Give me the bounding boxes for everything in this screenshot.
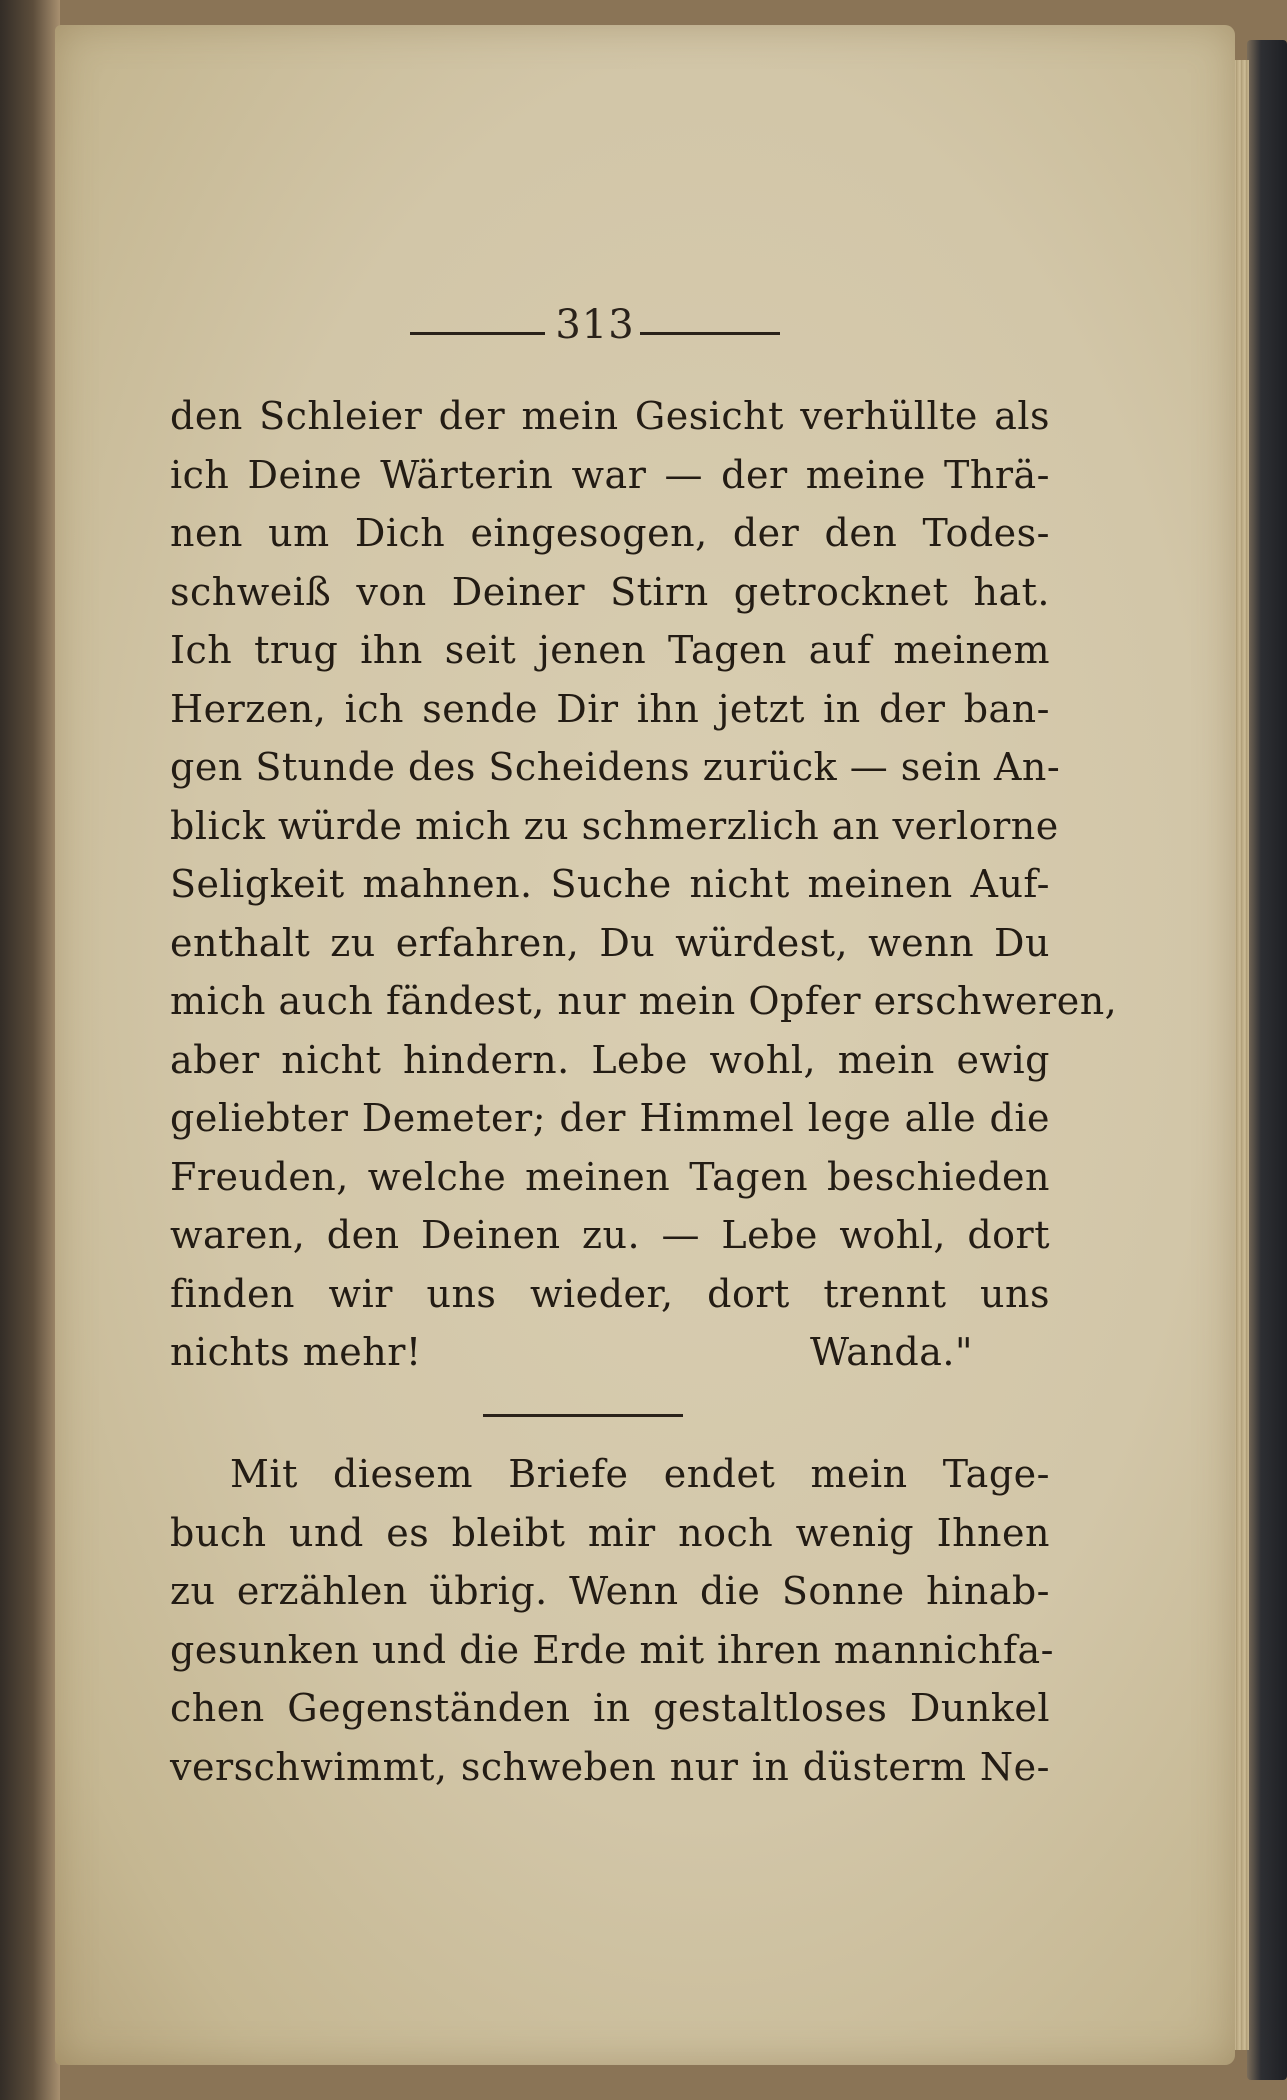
text-line: chen Gegenständen in gestaltloses Dunkel [170, 1686, 1050, 1730]
section-divider [483, 1414, 683, 1417]
text-line: nen um Dich eingesogen, der den Todes- [170, 511, 1050, 555]
book-spine [0, 0, 60, 2100]
text-line: buch und es bleibt mir noch wenig Ihnen [170, 1510, 1050, 1555]
text-line: Seligkeit mahnen. Suche nicht meinen Auf- [170, 862, 1050, 906]
closing-text: nichts mehr! [170, 1330, 422, 1374]
text-line: Mit diesem Briefe endet mein Tage- [230, 1452, 1050, 1496]
text-line: zu erzählen übrig. Wenn die Sonne hinab- [170, 1569, 1050, 1613]
book-cover-edge [1247, 40, 1287, 2080]
text-line: schweiß von Deiner Stirn getrocknet hat. [170, 569, 1050, 614]
letter-signature: Wanda." [810, 1330, 973, 1374]
page-header [55, 300, 1235, 360]
letter-text [170, 387, 1118, 1382]
text-line: Ich trug ihn seit jenen Tagen auf meinem [170, 628, 1050, 672]
text-line: Herzen, ich sende Dir ihn jetzt in der ban- [170, 686, 1050, 731]
text-line: waren, den Deinen zu. — Lebe wohl, dort [170, 1213, 1050, 1257]
text-line: enthalt zu erfahren, Du würdest, wenn Du [170, 920, 1050, 965]
text-line: gesunken und die Erde mit ihren mannichfa- [170, 1627, 1054, 1672]
text-line: finden wir uns wieder, dort trennt uns [170, 1271, 1050, 1316]
header-dash-left [410, 332, 545, 335]
book-page [55, 25, 1235, 2065]
text-line: verschwimmt, schweben nur in düsterm Ne- [170, 1744, 1050, 1789]
text-line: mich auch fändest, nur mein Opfer erschweren, [170, 979, 1118, 1023]
text-line: Freuden, welche meinen Tagen beschieden [170, 1154, 1050, 1199]
text-line: gen Stunde des Scheidens zurück — sein An- [170, 745, 1061, 789]
text-line: geliebter Demeter; der Himmel lege alle die [170, 1096, 1050, 1140]
text-line: aber nicht hindern. Lebe wohl, mein ewig [170, 1037, 1050, 1082]
letter-closing [170, 1323, 1050, 1382]
narrative-text [170, 1445, 1054, 1796]
text-line: blick würde mich zu schmerzlich an verlorne [170, 803, 1059, 848]
page-number: 313 [555, 302, 635, 348]
header-dash-right [640, 332, 780, 335]
text-line: den Schleier der mein Gesicht verhüllte als [170, 394, 1050, 438]
text-line: ich Deine Wärterin war — der meine Thrä- [170, 452, 1050, 497]
